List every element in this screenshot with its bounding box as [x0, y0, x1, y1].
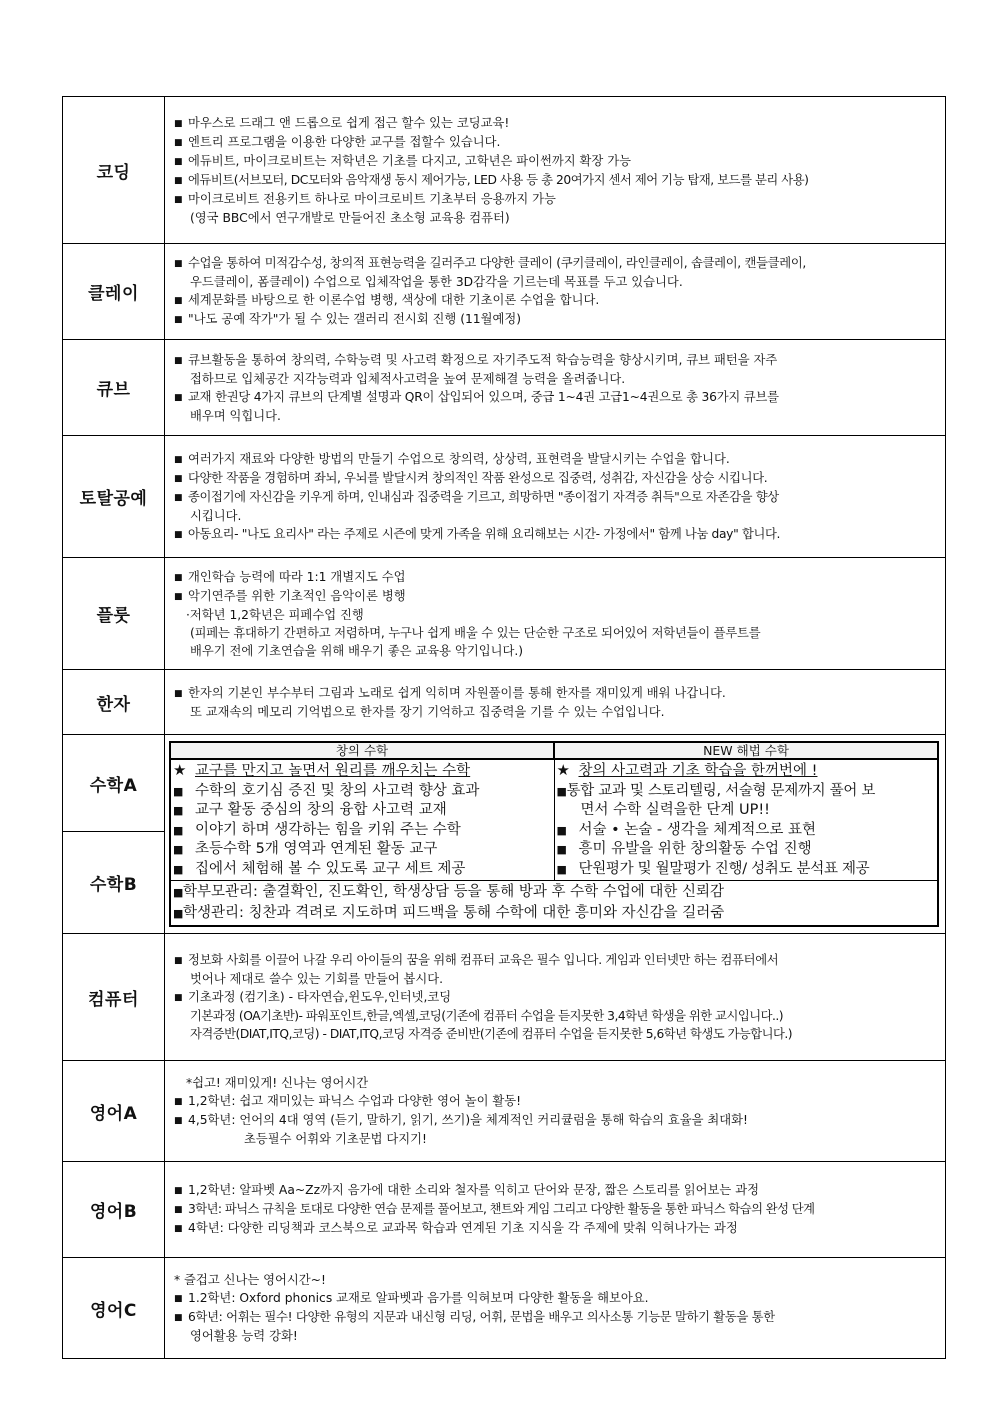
subject-description	[165, 340, 946, 436]
math-comparison-table	[169, 741, 939, 927]
math-column-new-haebeop	[554, 759, 938, 881]
list-item: ■ 4,5학년: 언어의 4대 영역 (듣기, 말하기, 읽기, 쓰기)을 체계적인 커리큘럼을 통해 학습의 효율을 최대화!	[174, 1111, 942, 1130]
square-bullet-icon: ■	[174, 1313, 183, 1323]
square-bullet-icon: ■	[174, 591, 183, 602]
subject-description	[165, 934, 946, 1061]
list-item-sub: ·저학년 1,2학년은 피페수업 진행	[186, 607, 364, 622]
intro-line: *쉽고! 재미있게! 신나는 영어시간	[186, 1076, 369, 1090]
square-bullet-icon: ■	[174, 454, 183, 465]
list-item: ■학부모관리: 출결확인, 진도확인, 학생상담 등을 통해 방과 후 수학 수업에 대한 신뢰감	[173, 882, 935, 903]
square-bullet-icon: ■	[174, 296, 183, 306]
square-bullet-icon: ■	[174, 1205, 183, 1215]
subject-label: 수학A	[63, 735, 165, 832]
square-bullet-icon: ■	[174, 392, 183, 403]
square-bullet-icon: ■	[174, 1097, 183, 1107]
subject-description	[165, 1162, 946, 1258]
square-bullet-icon: ■	[174, 473, 183, 484]
list-item-continuation: 자격증반(DIAT,ITQ,코딩) - DIAT,ITQ,코딩 자격증 준비반(기존에 컴퓨터 수업을 듣지못한 5,6학년 학생도 가능합니다.)	[190, 1027, 793, 1041]
square-bullet-icon: ■	[173, 886, 184, 899]
row-english-a	[63, 1061, 946, 1162]
math-column-creative	[170, 759, 554, 881]
list-item: ■ 1,2학년: 알파벳 Aa~Zz까지 음가에 대한 소리와 철자를 익히고 단어와 문장, 짧은 스토리를 읽어보는 과정	[174, 1181, 942, 1200]
list-item: ■ 정보화 사회를 이끌어 나갈 우리 아이들의 꿈을 위해 컴퓨터 교육은 필수 입니다. 게임과 인터넷만 하는 컴퓨터에서	[174, 951, 942, 970]
list-item-continuation: (영국 BBC에서 연구개발로 만들어진 초소형 교육용 컴퓨터)	[190, 210, 510, 225]
subject-label: 큐브	[63, 340, 165, 436]
list-item-continuation: 벗어나 제대로 쓸수 있는 기회를 만들어 봅시다.	[190, 972, 444, 986]
square-bullet-icon: ■	[173, 843, 184, 856]
row-cube	[63, 340, 946, 436]
square-bullet-icon: ■	[174, 1186, 183, 1196]
list-item-continuation: 시킵니다.	[190, 508, 242, 523]
square-bullet-icon: ■	[173, 823, 184, 837]
square-bullet-icon: ■	[174, 118, 183, 129]
row-english-c	[63, 1258, 946, 1359]
row-math-a	[63, 735, 946, 832]
square-bullet-icon: ■	[174, 315, 183, 325]
list-item: ■ 3학년: 파닉스 규칙을 토대로 다양한 연습 문제를 풀어보고, 챈트와 게임 그리고 다양한 활동을 통한 파닉스 학습의 완성 단계	[174, 1200, 942, 1219]
square-bullet-icon: ■	[174, 137, 183, 148]
list-item-continuation: 초등필수 어휘와 기초문법 다지기!	[244, 1132, 427, 1146]
list-item-continuation: (피페는 휴대하기 간편하고 저렴하며, 누구나 쉽게 배울 수 있는 단순한 구조로 되어있어 저학년들이 플루트를	[190, 625, 761, 640]
list-item: ■ 다양한 작품을 경험하며 좌뇌, 우뇌를 발달시켜 창의적인 작품 완성으로 집중력, 성취감, 자신감을 상승 시킵니다.	[174, 469, 942, 488]
subject-description	[165, 244, 946, 340]
list-item: ■ 교재 한권당 4가지 큐브의 단계별 설명과 QR이 삽입되어 있으며, 중급 1~4권 고급1~4권으로 총 36가지 큐브를	[174, 388, 942, 407]
intro-line: * 즐겁고 신나는 영어시간~!	[174, 1273, 326, 1287]
square-bullet-icon: ■	[173, 804, 184, 817]
list-item: ■ 서술 • 논술 - 생각을 체계적으로 표현	[557, 821, 936, 841]
row-flute	[63, 558, 946, 670]
square-bullet-icon: ■	[556, 823, 567, 837]
list-item: ■ 집에서 체험해 볼 수 있도록 교구 세트 제공	[173, 860, 552, 880]
subject-description	[165, 436, 946, 558]
list-item: ■ "나도 공예 작가"가 될 수 있는 갤러리 전시회 진행 (11월예정)	[174, 310, 942, 329]
list-item: ■ 세계문화를 바탕으로 한 이론수업 병행, 색상에 대한 기초이론 수업을 합니다.	[174, 291, 942, 310]
list-item: ■ 1.2학년: Oxford phonics 교재로 알파벳과 음가를 익혀보며 다양한 활동을 해보아요.	[174, 1289, 942, 1308]
list-item-continuation: 영어활용 능력 강화!	[190, 1329, 298, 1343]
list-item-continuation: 접하므로 입체공간 지각능력과 입체적사고력을 높여 문제해결 능력을 올려줍니다.	[190, 371, 626, 386]
square-bullet-icon: ■	[174, 194, 183, 205]
math-column-header: NEW 해법 수학	[554, 742, 938, 759]
subject-label: 한자	[63, 670, 165, 735]
square-bullet-icon: ■	[174, 1224, 183, 1234]
subject-label: 코딩	[63, 97, 165, 244]
list-item: ■ 수업을 통하여 미적감수성, 창의적 표현능력을 길러주고 다양한 클레이 (쿠키클레이, 라인클레이, 솝클레이, 캔들클레이,	[174, 254, 942, 273]
subject-description	[165, 1258, 946, 1359]
square-bullet-icon: ■	[556, 784, 567, 798]
list-item: ■ 1,2학년: 쉽고 재미있는 파닉스 수업과 다양한 영어 놀이 활동!	[174, 1092, 942, 1111]
list-item: ■ 엔트리 프로그램을 이용한 다양한 교구를 접할수 있습니다.	[174, 133, 942, 152]
list-item: ■ 마우스로 드래그 앤 드롭으로 쉽게 접근 할수 있는 코딩교육!	[174, 114, 942, 133]
subject-label: 플룻	[63, 558, 165, 670]
list-item: ■ 흥미 유발을 위한 창의활동 수업 진행	[557, 840, 936, 860]
row-clay	[63, 244, 946, 340]
row-computer	[63, 934, 946, 1061]
subject-label: 컴퓨터	[63, 934, 165, 1061]
list-item: ■ 에듀비트(서브모터, DC모터와 음악재생 동시 제어가능, LED 사용 등 총 20여가지 센서 제어 기능 탑재, 보드를 분리 사용)	[174, 171, 942, 190]
math-management-notes	[170, 881, 938, 927]
square-bullet-icon: ■	[174, 175, 183, 186]
list-item: ■ 기초과정 (컴기초) - 타자연습,윈도우,인터넷,코딩	[174, 988, 942, 1007]
square-bullet-icon: ■	[174, 956, 183, 966]
math-column-header: 창의 수학	[170, 742, 554, 759]
square-bullet-icon: ■	[174, 1294, 183, 1304]
square-bullet-icon: ■	[174, 156, 183, 167]
square-bullet-icon: ■	[174, 259, 183, 269]
subject-label: 수학B	[63, 832, 165, 934]
subject-description	[165, 558, 946, 670]
list-item-continuation: 면서 수학 실력을한 단계 UP!!	[580, 802, 770, 818]
list-item: ■ 교구 활동 중심의 창의 융합 사고력 교재	[173, 801, 552, 821]
list-item: ■ 이야기 하며 생각하는 힘을 키워 주는 수학	[173, 821, 552, 841]
list-item: ■ 여러가지 재료와 다양한 방법의 만들기 수업으로 창의력, 상상력, 표현력을 발달시키는 수업을 합니다.	[174, 450, 942, 469]
square-bullet-icon: ■	[174, 572, 183, 583]
square-bullet-icon: ■	[174, 355, 183, 366]
list-item: ■ 아동요리- "나도 요리사" 라는 주제로 시즌에 맞게 가족을 위해 요리해보는 시간- 가정에서" 함께 나눔 day" 합니다.	[174, 525, 942, 544]
subject-label: 영어C	[63, 1258, 165, 1359]
list-item-continuation: 배우기 전에 기초연습을 위해 배우기 좋은 교육용 악기입니다.)	[190, 643, 524, 658]
headline: ★ 교구를 만지고 놀면서 원리를 깨우치는 수학	[173, 761, 471, 779]
list-item: ■ 4학년: 다양한 리딩책과 코스북으로 교과목 학습과 연계된 기초 지식을 각 주제에 맞춰 익혀나가는 과정	[174, 1219, 942, 1238]
list-item: ■통합 교과 및 스토리텔링, 서술형 문제까지 풀어 보	[557, 782, 936, 802]
subject-description	[165, 670, 946, 735]
list-item: ■ 큐브활동을 통하여 창의력, 수학능력 및 사고력 확정으로 자기주도적 학습능력을 향상시키며, 큐브 패턴을 자주	[174, 351, 942, 370]
list-item: ■ 한자의 기본인 부수부터 그림과 노래로 쉽게 익히며 자원풀이를 통해 한자를 재미있게 배워 나갑니다.	[174, 684, 942, 703]
list-item: ■ 종이접기에 자신감을 키우게 하며, 인내심과 집중력을 기르고, 희망하면 "종이접기 자격증 취득"으로 자존감을 향상	[174, 488, 942, 507]
list-item: ■ 마이크로비트 전용키트 하나로 마이크로비트 기초부터 응용까지 가능	[174, 190, 942, 209]
list-item: ■ 단원평가 및 월말평가 진행/ 성취도 분석표 제공	[557, 860, 936, 880]
square-bullet-icon: ■	[173, 784, 184, 798]
star-icon: ★	[173, 761, 187, 779]
list-item: ■ 수학의 호기심 증진 및 창의 사고력 향상 효과	[173, 782, 552, 802]
list-item: ■ 악기연주를 위한 기초적인 음악이론 병행	[174, 587, 942, 606]
subject-label: 토탈공예	[63, 436, 165, 558]
square-bullet-icon: ■	[174, 1116, 183, 1126]
square-bullet-icon: ■	[174, 688, 183, 699]
square-bullet-icon: ■	[174, 492, 183, 503]
square-bullet-icon: ■	[556, 862, 567, 876]
square-bullet-icon: ■	[173, 862, 184, 876]
subject-description	[165, 1061, 946, 1162]
star-icon: ★	[556, 761, 570, 779]
list-item-continuation: 또 교재속의 메모리 기억법으로 한자를 장기 기억하고 집중력을 기를 수 있는 수업입니다.	[190, 704, 665, 719]
list-item: ■ 개인학습 능력에 따라 1:1 개별지도 수업	[174, 568, 942, 587]
square-bullet-icon: ■	[174, 993, 183, 1003]
subject-label: 영어A	[63, 1061, 165, 1162]
square-bullet-icon: ■	[556, 843, 567, 856]
list-item: ■학생관리: 칭찬과 격려로 지도하며 피드백을 통해 수학에 대한 흥미와 자신감을 길러줌	[173, 903, 935, 924]
row-hanja	[63, 670, 946, 735]
list-item-continuation: 기본과정 (OA기초반)- 파워포인트,한글,엑셀,코딩(기존에 컴퓨터 수업을 듣지못한 3,4학년 학생을 위한 교시입니다..)	[190, 1009, 784, 1023]
list-item: ■ 초등수학 5개 영역과 연계된 활동 교구	[173, 840, 552, 860]
row-total-craft	[63, 436, 946, 558]
math-description	[165, 735, 946, 934]
list-item-continuation: 우드클레이, 폼클레이) 수업으로 입체작업을 통한 3D감각을 기르는데 목표를 두고 있습니다.	[190, 275, 683, 289]
list-item-continuation: 배우며 익힙니다.	[190, 408, 281, 423]
square-bullet-icon: ■	[174, 529, 183, 540]
list-item: ■ 6학년: 어휘는 필수! 다양한 유형의 지문과 내신형 리딩, 어휘, 문법을 배우고 의사소통 기능문 말하기 활동을 통한	[174, 1308, 942, 1327]
square-bullet-icon: ■	[173, 907, 184, 920]
subject-description	[165, 97, 946, 244]
row-coding	[63, 97, 946, 244]
program-table	[62, 96, 946, 1359]
subject-label: 영어B	[63, 1162, 165, 1258]
subject-label: 클레이	[63, 244, 165, 340]
list-item: ■ 에듀비트, 마이크로비트는 저학년은 기초를 다지고, 고학년은 파이썬까지 확장 가능	[174, 152, 942, 171]
row-english-b	[63, 1162, 946, 1258]
headline: ★ 창의 사고력과 기초 학습을 한꺼번에 !	[556, 761, 818, 779]
